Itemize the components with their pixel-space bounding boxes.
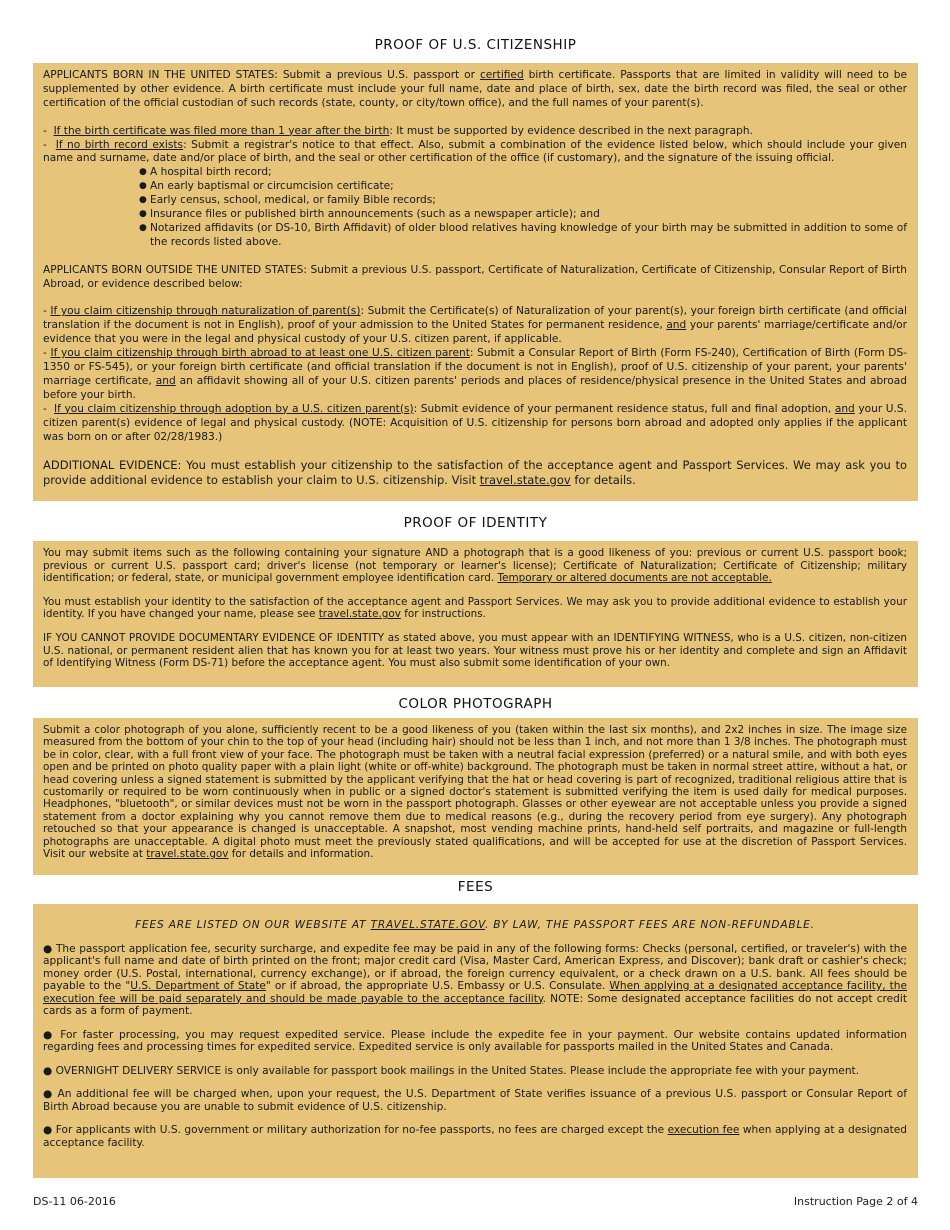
travel-state-gov-link[interactable]: travel.state.gov (318, 608, 401, 621)
additional-evidence-paragraph: ADDITIONAL EVIDENCE: You must establish your citizenship to the satisfaction of the acceptance agent and Passport Services. We may ask you to provide additional evidence to establish your claim to U.S. citizenship. Visit travel.state.gov for details. (43, 458, 908, 487)
list-item: ● Insurance files or published birth announcements (such as a newspaper article); and (139, 208, 907, 222)
fees-title: FEES (457, 879, 494, 895)
fees-header: FEES ARE LISTED ON OUR WEBSITE AT TRAVEL.STATE.GOV. BY LAW, THE PASSPORT FEES ARE NON-REFUNDABLE. (135, 919, 815, 931)
form-id: DS-11 06-2016 (33, 1195, 116, 1208)
photo-requirements-paragraph: Submit a color photograph of you alone, sufficiently recent to be a good likeness of you (taken within the last six months), and 2x2 inches in size. The image size measured from the bottom of your chin to the top of your head (including hair) should not be less than 1 inch, and not more than 1 3/8 inches. The photograph must be in color, clear, with a full front view of your face. The photograph must be taken with a neutral facial expression (preferred) or a natural smile, and with both eyes open and be printed on photo quality paper with a plain light (white or off-white) background. The photograph must be taken in normal street attire, without a hat, or head covering unless a signed statement is submitted by the applicant verifying that the hat or head covering is part of recognized, traditional religious attire that is customarily or required to be worn continuously when in public or a signed doctor's statement is submitted verifying the item is used daily for medical purposes. Headphones, "bluetooth", or similar devices must not be worn in the passport photograph. Glasses or other eyewear are not acceptable unless you provide a signed statement from a doctor explaining why you cannot remove them due to medical reasons (e.g., during the recovery period from eye surgery). Any photograph retouched so that your appearance is changed is unacceptable. A snapshot, most vending machine prints, hand-held self portraits, and magazine or full-length photographs are unacceptable. A digital photo must meet the previously stated qualifications, and will be accepted for use at the discretion of Passport Services. Visit our website at travel.state.gov for details and information. (43, 724, 907, 861)
identity-title: PROOF OF IDENTITY (403, 515, 548, 531)
naturalization-paragraph: - If you claim citizenship through naturalization of parent(s): Submit the Certificate(s) of Naturalization of your parent(s), your foreign birth certificate (and official translation if the document is not in English), proof of your admission to the United States for permanent residence, and your parents' marriage/certificate and/or evidence that you were in the legal and physical custody of your U.S. citizen parent, if applicable. (43, 305, 907, 346)
identity-box (33, 541, 918, 687)
birth-abroad-paragraph: - If you claim citizenship through birth abroad to at least one U.S. citizen parent: Submit a Consular Report of Birth (Form FS-240), Certification of Birth (Form DS-1350 or FS-545), or your foreign birth certificate (and official translation if the document is not in English), proof of U.S. citizenship of your parent, your parents' marriage certificate, and an affidavit showing all of your U.S. citizen parents' periods and places of residence/physical presence in the United States and abroad before your birth. (43, 347, 907, 401)
identifying-witness-paragraph: IF YOU CANNOT PROVIDE DOCUMENTARY EVIDENCE OF IDENTITY as stated above, you must appear with an IDENTIFYING WITNESS, who is a U.S. citizen, non-citizen U.S. national, or permanent resident alien that has known you for at least two years. Your witness must prove his or her identity and complete and sign an Affidavit of Identifying Witness (Form DS-71) before the acceptance agent. You must also submit some identification of your own. (43, 631, 907, 670)
list-item: ● A hospital birth record; (139, 166, 907, 180)
photo-title: COLOR PHOTOGRAPH (398, 696, 553, 712)
travel-state-gov-link[interactable]: travel.state.gov (479, 472, 571, 487)
fees-box (33, 904, 918, 1178)
citizenship-box (33, 63, 918, 501)
list-item: ● An early baptismal or circumcision certificate; (139, 180, 907, 194)
list-item: ● Early census, school, medical, or family Bible records; (139, 194, 907, 208)
fees-no-fee: ● For applicants with U.S. government or military authorization for no-fee passports, no fees are charged except the execution fee when applying at a designated acceptance facility. (43, 1124, 908, 1149)
born-us-paragraph: APPLICANTS BORN IN THE UNITED STATES: Submit a previous U.S. passport or certified birth certificate. Passports that are limited in validity will need to be supplemented by other evidence. A birth certificate must include your full name, date and place of birth, sex, date the birth record was filed, the seal or other certification of the official custodian of such records (state, county, or city/town office), and the full names of your parent(s). (43, 69, 907, 109)
photo-box (33, 718, 918, 875)
fees-overnight: ● OVERNIGHT DELIVERY SERVICE is only available for passport book mailings in the United States. Please include the appropriate fee with your payment. (43, 1064, 860, 1077)
filed-late-paragraph: - If the birth certificate was filed more than 1 year after the birth: It must be supported by evidence described in the next paragraph. (43, 124, 753, 137)
citizenship-title: PROOF OF U.S. CITIZENSHIP (374, 37, 577, 53)
evidence-list (43, 166, 907, 249)
list-item: ● Notarized affidavits (or DS-10, Birth Affidavit) of older blood relatives having knowledge of your birth may be submitted in addition to some of the records listed above. (139, 222, 907, 250)
travel-state-gov-link[interactable]: travel.state.gov (146, 848, 229, 861)
born-abroad-paragraph: APPLICANTS BORN OUTSIDE THE UNITED STATES: Submit a previous U.S. passport, Certificate of Naturalization, Certificate of Citizenship, Consular Report of Birth Abroad, or evidence described below: (43, 263, 907, 290)
fees-payment-forms: ● The passport application fee, security surcharge, and expedite fee may be paid in any of the following forms: Checks (personal, certified, or traveler's) with the applicant's full name and date of birth printed on the front; major credit card (Visa, Master Card, American Express, and Discover); bank draft or cashier's check; money order (U.S. Postal, international, currency exchange), or if abroad, the foreign currency equivalent, or a check drawn on a U.S. bank. All fees should be payable to the "U.S. Department of State" or if abroad, the appropriate U.S. Embassy or U.S. Consulate. When applying at a designated acceptance facility, the execution fee will be paid separately and should be made payable to the acceptance facility. NOTE: Some designated acceptance facilities do not accept credit cards as a form of payment. (43, 942, 908, 1017)
no-record-paragraph: - If no birth record exists: Submit a registrar's notice to that effect. Also, submit a combination of the evidence listed below, which should include your given name and surname, date and/or place of birth, and the seal or other certification of the office (if customary), and the signature of the issuing official. (43, 138, 907, 165)
adoption-paragraph: - If you claim citizenship through adoption by a U.S. citizen parent(s): Submit evidence of your permanent residence status, full and final adoption, and your U.S. citizen parent(s) evidence of legal and physical custody. (NOTE: Acquisition of U.S. citizenship for persons born abroad and adopted only applies if the applicant was born on or after 02/28/1983.) (43, 402, 907, 443)
travel-state-gov-link[interactable]: TRAVEL.STATE.GOV (370, 919, 485, 931)
page-number: Instruction Page 2 of 4 (793, 1195, 918, 1208)
execution-fee-link: execution fee (667, 1124, 740, 1136)
fees-expedited: ● For faster processing, you may request expedited service. Please include the expedite fee in your payment. Our website contains updated information regarding fees and processing times for expedited service. Expedited service is only available for passports mailed in the United States and Canada. (43, 1028, 907, 1053)
fees-verification: ● An additional fee will be charged when, upon your request, the U.S. Department of State verifies issuance of a previous U.S. passport or Consular Report of Birth Abroad because you are unable to submit evidence of U.S. citizenship. (43, 1088, 908, 1113)
identity-documents-paragraph: You may submit items such as the following containing your signature AND a photograph that is a good likeness of you: previous or current U.S. passport book; previous or current U.S. passport card; driver's license (not temporary or learner's license); Certificate of Naturalization; Certificate of Citizenship; military identification; or federal, state, or municipal government employee identification card. Temporary or altered documents are not acceptable. (43, 547, 907, 585)
identity-establish-paragraph: You must establish your identity to the satisfaction of the acceptance agent and Passport Services. We may ask you to provide additional evidence to establish your identity. If you have changed your name, please see travel.state.gov for instructions. (43, 595, 907, 621)
